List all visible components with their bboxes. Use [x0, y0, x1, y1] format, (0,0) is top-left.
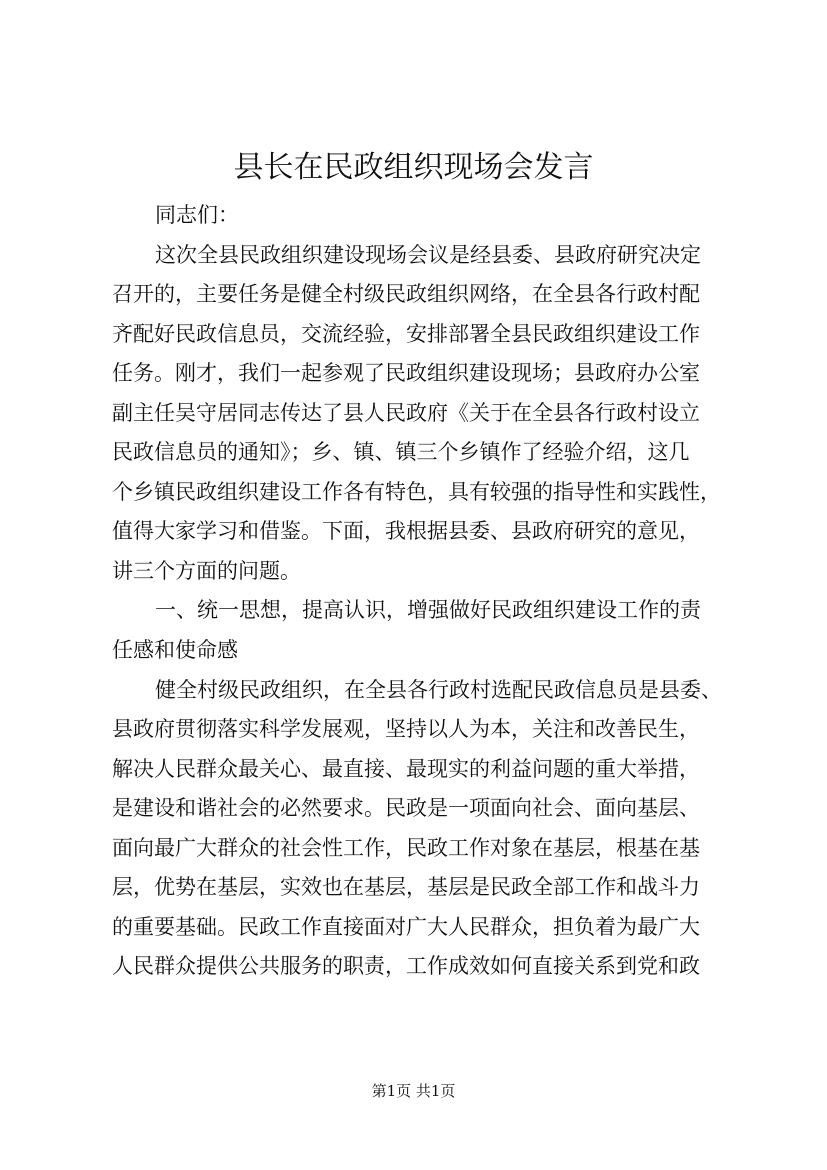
section-heading-line: 任感和使命感: [112, 638, 238, 663]
paragraph-line: 副主任吴守居同志传达了县人民政府《关于在全县各行政村设立: [112, 400, 700, 425]
paragraph-line: 任务。刚才，我们一起参观了民政组织建设现场；县政府办公室: [112, 361, 700, 386]
paragraph-line: 民政信息员的通知》；乡、镇、镇三个乡镇作了经验介绍，这几: [112, 440, 690, 465]
paragraph-line: 是建设和谐社会的必然要求。民政是一项面向社会、面向基层、: [112, 796, 700, 821]
paragraph-line: 解决人民群众最关心、最直接、最现实的利益问题的重大举措，: [112, 756, 700, 781]
paragraph-line: 个乡镇民政组织建设工作各有特色，具有较强的指导性和实践性，: [112, 479, 721, 504]
page-footer: 第1页 共1页: [371, 1082, 456, 1100]
salutation-line: 同志们：: [155, 203, 239, 227]
paragraph-line: 层，优势在基层，实效也在基层，基层是民政全部工作和战斗力: [112, 875, 700, 900]
paragraph-line: 的重要基础。民政工作直接面对广大人民群众，担负着为最广大: [112, 914, 700, 939]
section-heading-line: 一、统一思想，提高认识，增强做好民政组织建设工作的责: [155, 598, 701, 623]
paragraph-line: 讲三个方面的问题。: [112, 558, 301, 583]
paragraph-line: 齐配好民政信息员，交流经验，安排部署全县民政组织建设工作: [112, 321, 700, 346]
paragraph-line: 这次全县民政组织建设现场会议是经县委、县政府研究决定: [155, 242, 701, 267]
paragraph-line: 县政府贯彻落实科学发展观，坚持以人为本，关注和改善民生，: [112, 717, 700, 742]
document-title: 县长在民政组织现场会发言: [233, 150, 594, 185]
document-body: [112, 196, 740, 987]
paragraph-line: 值得大家学习和借鉴。下面，我根据县委、县政府研究的意见，: [112, 519, 700, 544]
paragraph-line: 召开的，主要任务是健全村级民政组织网络，在全县各行政村配: [112, 282, 700, 307]
paragraph-line: 面向最广大群众的社会性工作，民政工作对象在基层，根基在基: [112, 835, 700, 860]
paragraph-line: 人民群众提供公共服务的职责，工作成效如何直接关系到党和政: [112, 954, 700, 979]
paragraph-line: 健全村级民政组织，在全县各行政村选配民政信息员是县委、: [155, 677, 722, 702]
